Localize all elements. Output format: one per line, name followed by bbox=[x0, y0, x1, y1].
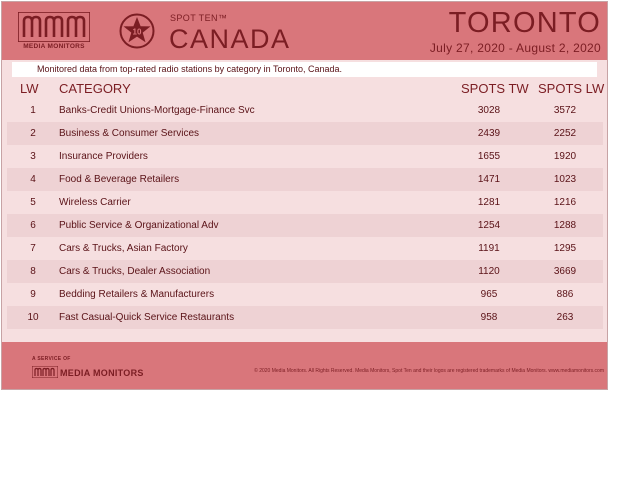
row-rank: 7 bbox=[30, 243, 36, 254]
table-row bbox=[7, 260, 603, 283]
row-rank: 4 bbox=[30, 174, 36, 185]
spot-ten-star-icon bbox=[119, 13, 155, 49]
column-header-category: CATEGORY bbox=[59, 81, 131, 96]
row-rank: 8 bbox=[30, 266, 36, 277]
row-spots-lw: 263 bbox=[556, 312, 574, 323]
table-row bbox=[7, 214, 603, 237]
row-spots-lw: 1023 bbox=[553, 174, 577, 185]
star-number: 10 bbox=[132, 27, 142, 37]
row-spots-tw: 1281 bbox=[477, 197, 501, 208]
row-spots-tw: 3028 bbox=[477, 105, 501, 116]
report-card bbox=[1, 1, 608, 390]
row-spots-lw: 3572 bbox=[553, 105, 577, 116]
column-header-lw: LW bbox=[20, 81, 39, 96]
row-category: Bedding Retailers & Manufacturers bbox=[59, 289, 215, 300]
row-spots-tw: 958 bbox=[480, 312, 498, 323]
row-spots-tw: 1471 bbox=[477, 174, 501, 185]
row-category: Business & Consumer Services bbox=[59, 128, 200, 139]
country-title: CANADA bbox=[169, 24, 291, 54]
row-spots-tw: 1655 bbox=[477, 151, 501, 162]
row-spots-tw: 1120 bbox=[478, 266, 500, 277]
row-category: Food & Beverage Retailers bbox=[59, 174, 180, 185]
table-row bbox=[7, 145, 603, 168]
spot-ten-label: SPOT TEN™ bbox=[170, 13, 228, 23]
date-range: July 27, 2020 - August 2, 2020 bbox=[429, 41, 601, 55]
row-spots-lw: 3669 bbox=[553, 266, 577, 277]
row-spots-tw: 2439 bbox=[477, 128, 501, 139]
row-category: Cars & Trucks, Dealer Association bbox=[59, 266, 211, 277]
table-row bbox=[7, 306, 603, 329]
row-spots-tw: 965 bbox=[480, 289, 498, 300]
table-row bbox=[7, 122, 603, 145]
row-spots-tw: 1191 bbox=[478, 243, 500, 254]
row-spots-lw: 1295 bbox=[553, 243, 577, 254]
row-rank: 3 bbox=[30, 151, 36, 162]
row-category: Fast Casual-Quick Service Restaurants bbox=[59, 312, 235, 323]
row-rank: 6 bbox=[30, 220, 36, 231]
report-footer bbox=[2, 342, 607, 389]
copyright-notice: © 2020 Media Monitors. All Rights Reserved. Media Monitors, Spot Ten and their logos are registered trademarks of Media Monitors. www.mediamonitors.com bbox=[254, 368, 604, 374]
row-rank: 2 bbox=[30, 128, 36, 139]
row-spots-lw: 1288 bbox=[553, 220, 577, 231]
row-category: Wireless Carrier bbox=[59, 197, 131, 208]
column-header-spots-tw: SPOTS TW bbox=[461, 81, 529, 96]
report-subtitle: Monitored data from top-rated radio stations by category in Toronto, Canada. bbox=[12, 62, 597, 77]
table-row bbox=[7, 191, 603, 214]
row-spots-lw: 1216 bbox=[553, 197, 577, 208]
row-rank: 5 bbox=[30, 197, 36, 208]
row-spots-lw: 1920 bbox=[553, 151, 577, 162]
table-row bbox=[7, 168, 603, 191]
service-label: A SERVICE OF bbox=[32, 356, 71, 362]
row-category: Insurance Providers bbox=[59, 151, 148, 162]
table-row bbox=[7, 283, 603, 306]
logo-text: MEDIA MONITORS bbox=[23, 43, 85, 50]
city-title: TORONTO bbox=[448, 7, 601, 39]
media-monitors-logo bbox=[16, 10, 92, 53]
table-row bbox=[7, 237, 603, 260]
media-monitors-logo-icon bbox=[18, 12, 90, 42]
row-spots-lw: 2252 bbox=[553, 128, 577, 139]
table-row bbox=[7, 99, 603, 122]
row-category: Banks-Credit Unions-Mortgage-Finance Svc bbox=[59, 105, 255, 116]
row-category: Public Service & Organizational Adv bbox=[59, 220, 219, 231]
row-spots-lw: 886 bbox=[556, 289, 574, 300]
row-rank: 10 bbox=[27, 312, 39, 323]
column-header-spots-lw: SPOTS LW bbox=[538, 81, 605, 96]
report-header bbox=[2, 2, 607, 60]
row-category: Cars & Trucks, Asian Factory bbox=[59, 243, 188, 254]
row-spots-tw: 1254 bbox=[477, 220, 501, 231]
row-rank: 1 bbox=[30, 105, 36, 116]
footer-logo-text: MEDIA MONITORS bbox=[60, 368, 144, 378]
footer-logo-icon bbox=[32, 366, 58, 378]
ranking-table bbox=[7, 99, 603, 329]
row-rank: 9 bbox=[30, 289, 36, 300]
